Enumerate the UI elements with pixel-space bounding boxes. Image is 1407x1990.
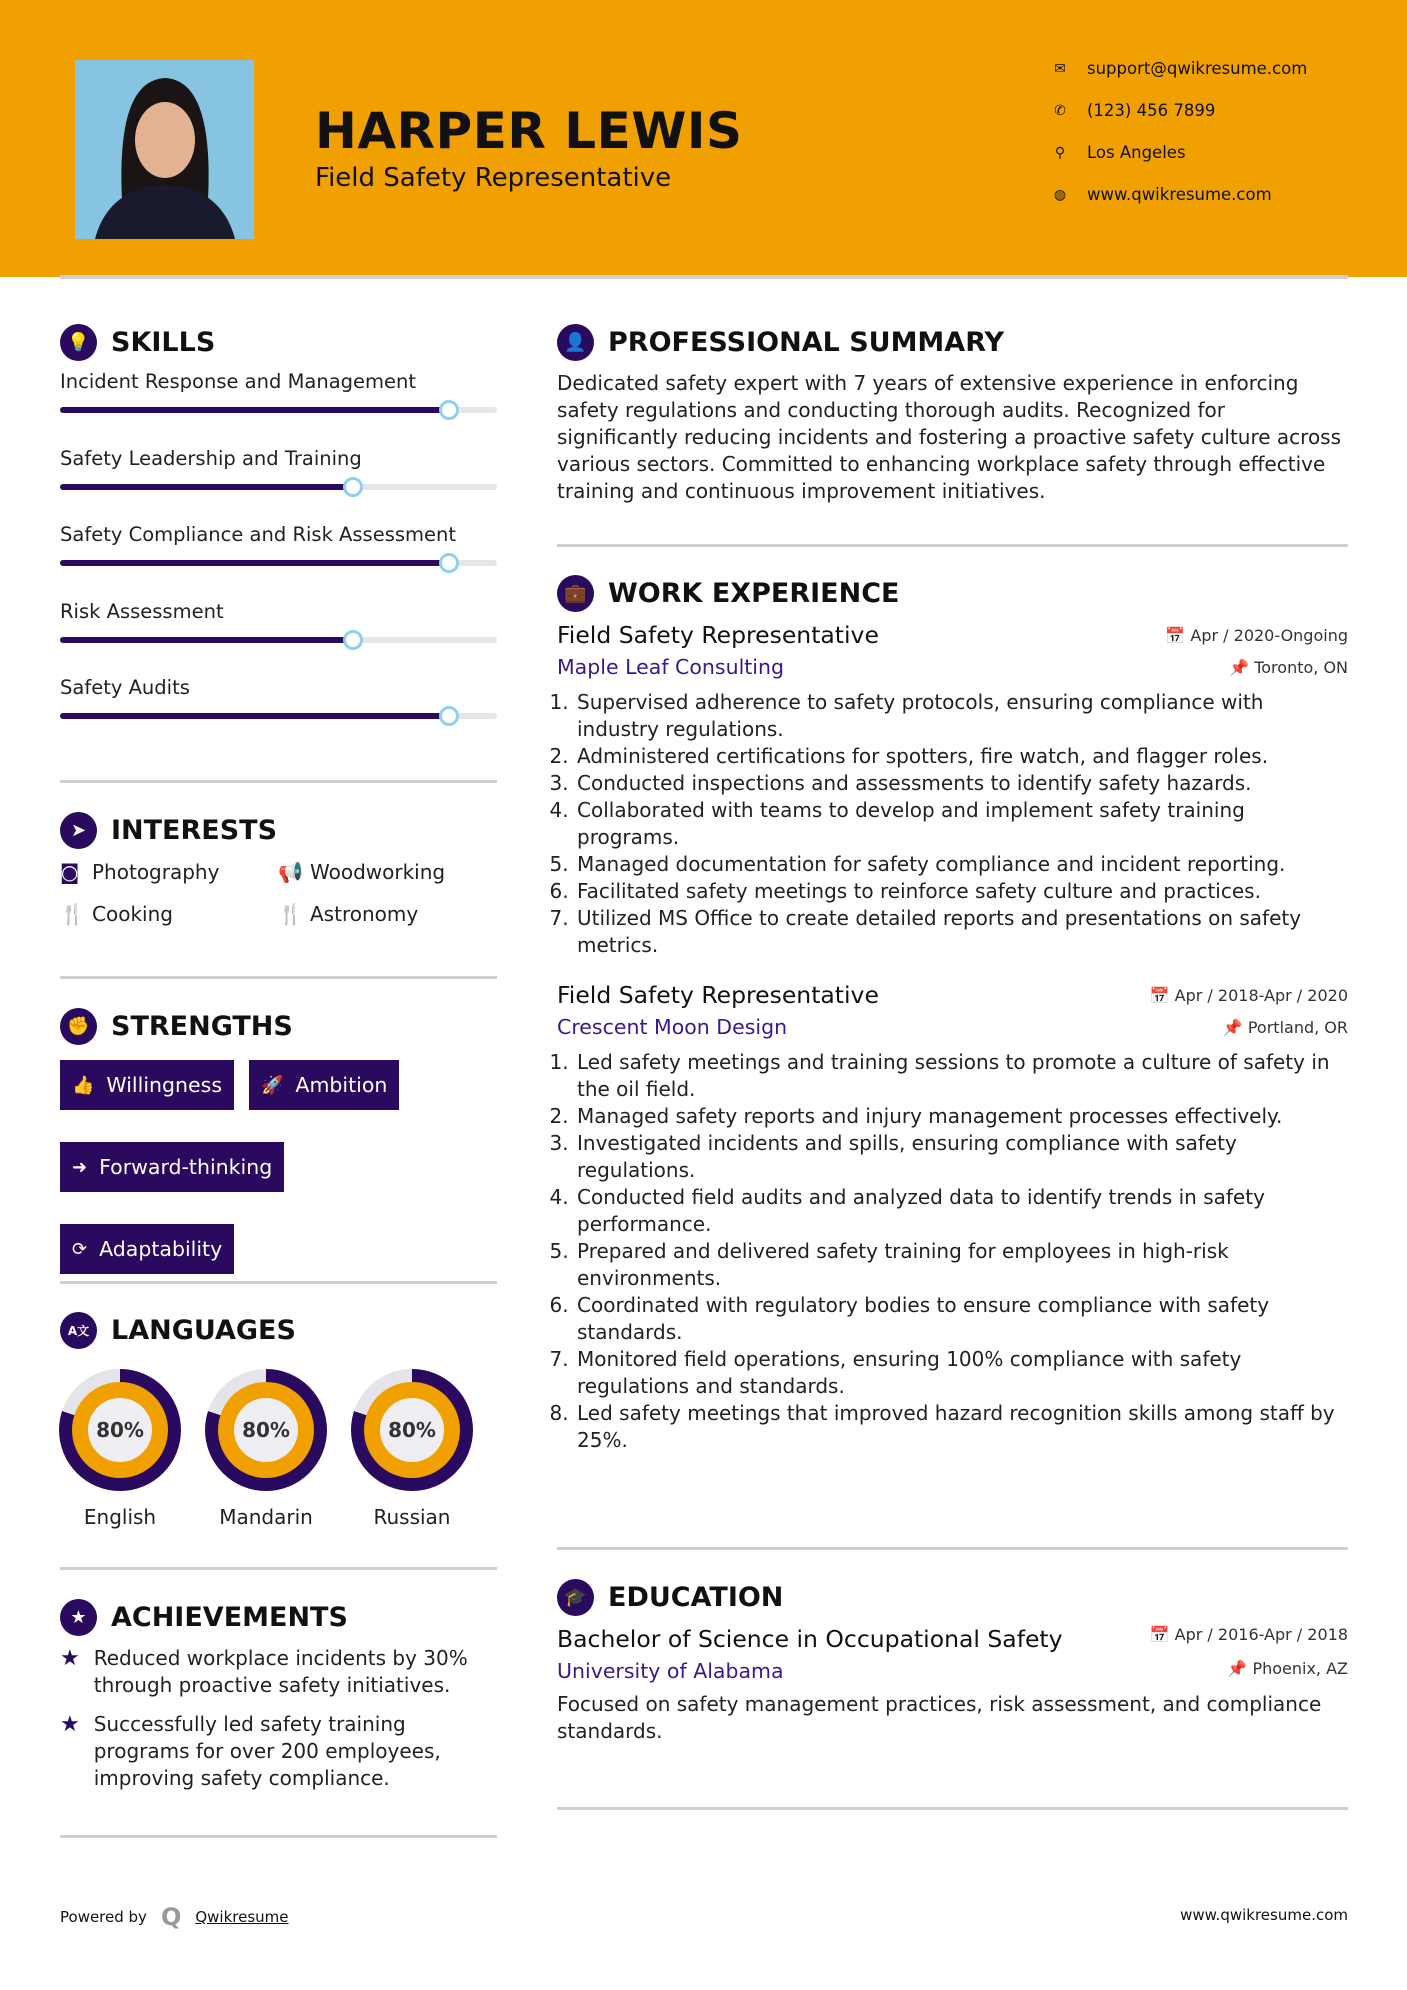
- job-subheader: [557, 655, 1348, 679]
- skill-level-handle: [439, 706, 459, 726]
- divider: [557, 1807, 1348, 1810]
- skill-level-handle: [343, 477, 363, 497]
- bullet-item: 5. Managed documentation for safety compliance and incident reporting.: [575, 851, 1348, 878]
- refresh-icon: ⟳: [72, 1238, 88, 1260]
- divider: [557, 1547, 1348, 1550]
- skill-bar-fill: [60, 484, 353, 490]
- skill-bar: [60, 407, 497, 413]
- skills-section: [60, 322, 497, 753]
- interest-item: [60, 860, 278, 884]
- job-date: [1165, 626, 1348, 645]
- skill-item: [60, 676, 497, 753]
- job-bullets: [557, 689, 1348, 959]
- qwikresume-link[interactable]: Qwikresume: [195, 1908, 289, 1926]
- donut-ring: [218, 1382, 314, 1478]
- skill-bar: [60, 713, 497, 719]
- strength-label: Adaptability: [99, 1237, 223, 1261]
- job-title: Field Safety Representative: [557, 981, 879, 1009]
- profile-photo: [75, 60, 254, 239]
- star-icon: ★: [60, 1712, 80, 1737]
- achievement-text: Reduced workplace incidents by 30% through proactive safety initiatives.: [93, 1646, 468, 1697]
- skill-item: [60, 523, 497, 600]
- location-text: Phoenix, AZ: [1252, 1659, 1348, 1678]
- company-name: Crescent Moon Design: [557, 1015, 788, 1039]
- language-label: Mandarin: [219, 1505, 313, 1529]
- languages-section: [60, 1310, 497, 1529]
- interest-item: [278, 902, 496, 926]
- skill-bar-fill: [60, 637, 353, 643]
- job-subheader: [557, 1015, 1348, 1039]
- school: University of Alabama: [557, 1659, 784, 1683]
- contact-item: [1053, 143, 1186, 162]
- calendar-icon: 📅: [1149, 985, 1175, 1005]
- star-badge-icon: ★: [60, 1599, 97, 1636]
- graduation-icon: 🎓: [557, 1579, 594, 1616]
- pin-icon: 📌: [1222, 1017, 1248, 1037]
- divider: [60, 780, 497, 783]
- contact-text: support@qwikresume.com: [1087, 59, 1308, 78]
- skill-label: Risk Assessment: [60, 599, 224, 623]
- company-name: Maple Leaf Consulting: [557, 655, 785, 679]
- language-donut: [205, 1369, 327, 1491]
- strength-label: Ambition: [295, 1073, 388, 1097]
- language-label: English: [83, 1505, 157, 1529]
- job-bullets: [557, 1049, 1348, 1454]
- strength-tag: [60, 1224, 234, 1274]
- footer-brand: [60, 1903, 289, 1931]
- bullet-item: 7. Utilized MS Office to create detailed reports and presentations on safety metrics.: [575, 905, 1348, 959]
- strength-tag: [60, 1142, 284, 1192]
- job-entry: [557, 621, 1348, 959]
- summary-section: [557, 322, 1348, 505]
- bullet-item: 4. Conducted field audits and analyzed data to identify trends in safety performance.: [575, 1184, 1348, 1238]
- interest-label: Woodworking: [310, 860, 446, 884]
- skill-level-handle: [343, 630, 363, 650]
- location-text: Toronto, ON: [1254, 657, 1348, 677]
- job-header: [557, 981, 1348, 1009]
- interest-label: Astronomy: [310, 902, 419, 926]
- date-text: Apr / 2016-Apr / 2018: [1174, 1625, 1348, 1644]
- job-header: [557, 621, 1348, 649]
- skill-label: Incident Response and Management: [60, 370, 417, 393]
- skill-bar-fill: [60, 713, 449, 719]
- bullet-item: 8. Led safety meetings that improved hazard recognition skills among staff by 25%.: [575, 1400, 1348, 1454]
- skill-item: [60, 600, 497, 677]
- divider: [60, 1567, 497, 1570]
- briefcase-icon: 💼: [557, 575, 594, 612]
- strength-label: Forward-thinking: [99, 1155, 273, 1179]
- donut-ring: [72, 1382, 168, 1478]
- megaphone-icon: 📢: [278, 860, 303, 884]
- thumbs-up-icon: 👍: [72, 1074, 95, 1096]
- qwikresume-logo-icon: Q: [160, 1903, 182, 1931]
- language-percent: 80%: [234, 1398, 298, 1462]
- job-date: [1150, 986, 1348, 1005]
- skill-bar: [60, 560, 497, 566]
- skill-label: Safety Leadership and Training: [60, 446, 362, 470]
- strength-label: Willingness: [106, 1073, 222, 1097]
- bullet-item: 3. Investigated incidents and spills, ensuring compliance with safety regulations.: [575, 1130, 1348, 1184]
- strengths-section: [60, 1006, 497, 1274]
- summary-text: Dedicated safety expert with 7 years of extensive experience in enforcing safety regulations and conducting thorough audits. Recognized for significantly reducing incidents and fostering a proactive safety culture across various sectors. Committed to enhancing workplace safety through effective training and continuous improvement initiatives.: [557, 371, 1342, 503]
- divider: [60, 1835, 497, 1838]
- paper-plane-icon: ➤: [60, 812, 97, 849]
- bullet-item: 1. Supervised adherence to safety protocols, ensuring compliance with industry regulations.: [575, 689, 1348, 743]
- achievement-text: Successfully led safety training programs for over 200 employees, improving safety compliance.: [93, 1712, 441, 1790]
- date-text: Apr / 2018-Apr / 2020: [1174, 985, 1348, 1005]
- skill-item: [60, 447, 497, 524]
- bullet-item: 3. Conducted inspections and assessments to identify safety hazards.: [575, 770, 1348, 797]
- header-divider: [60, 275, 1348, 279]
- language-label: Russian: [373, 1505, 451, 1529]
- strength-tag: [249, 1060, 399, 1110]
- interest-item: [278, 860, 496, 884]
- map-pin-icon: ⚲: [1054, 144, 1066, 161]
- skill-item: [60, 370, 497, 447]
- camera-icon: ◙: [60, 860, 80, 884]
- lightbulb-icon: 💡: [60, 324, 97, 361]
- language-donut: [59, 1369, 181, 1491]
- education-location: 📌 Phoenix, AZ: [1227, 1659, 1348, 1678]
- star-icon: ★: [60, 1646, 80, 1671]
- experience-section: [557, 573, 1348, 1454]
- education-date: 📅 Apr / 2016-Apr / 2018: [1149, 1625, 1348, 1644]
- candidate-title: Field Safety Representative: [315, 163, 672, 193]
- language-icon: A文: [60, 1312, 97, 1349]
- job-location: [1223, 1018, 1348, 1037]
- contact-item: [1053, 59, 1307, 78]
- skill-bar-fill: [60, 407, 449, 413]
- candidate-name: HARPER LEWIS: [315, 102, 743, 160]
- section-heading: SKILLS: [111, 326, 216, 358]
- contact-text: www.qwikresume.com: [1087, 185, 1272, 204]
- achievement-item: [60, 1711, 497, 1792]
- job-title: Field Safety Representative: [557, 621, 879, 649]
- language-donut: [351, 1369, 473, 1491]
- utensils-icon: 🍴: [278, 902, 303, 926]
- interest-label: Cooking: [92, 902, 173, 926]
- bullet-item: 6. Coordinated with regulatory bodies to ensure compliance with safety standards.: [575, 1292, 1348, 1346]
- contact-item: [1053, 101, 1215, 120]
- achievement-item: [60, 1645, 497, 1699]
- user-icon: 👤: [557, 324, 594, 361]
- globe-icon: ◍: [1053, 186, 1067, 203]
- interest-item: [60, 902, 278, 926]
- contact-text: Los Angeles: [1087, 143, 1186, 162]
- education-section: [557, 1577, 1348, 1745]
- divider: [60, 976, 497, 979]
- envelope-icon: ✉: [1054, 60, 1066, 77]
- section-heading: LANGUAGES: [111, 1314, 296, 1346]
- language-item: [205, 1369, 327, 1529]
- donut-ring: [364, 1382, 460, 1478]
- calendar-icon: 📅: [1165, 625, 1191, 645]
- fist-icon: ✊: [60, 1008, 97, 1045]
- job-location: [1229, 658, 1348, 677]
- divider: [60, 1281, 497, 1284]
- skill-bar-fill: [60, 560, 449, 566]
- language-percent: 80%: [380, 1398, 444, 1462]
- skill-bar: [60, 637, 497, 643]
- utensils-icon: 🍴: [60, 902, 85, 926]
- skill-label: Safety Audits: [60, 676, 190, 699]
- arrow-right-icon: ➜: [72, 1156, 88, 1178]
- bullet-item: 2. Administered certifications for spotters, fire watch, and flagger roles.: [575, 743, 1348, 770]
- achievements-section: [60, 1597, 497, 1804]
- language-item: [59, 1369, 181, 1529]
- powered-by-text: Powered by: [60, 1908, 147, 1926]
- skill-level-handle: [439, 400, 459, 420]
- section-heading: INTERESTS: [111, 814, 278, 846]
- language-percent: 80%: [88, 1398, 152, 1462]
- section-heading: STRENGTHS: [111, 1010, 293, 1042]
- pin-icon: 📌: [1229, 657, 1255, 677]
- language-item: [351, 1369, 473, 1529]
- job-entry: [557, 981, 1348, 1454]
- section-heading: EDUCATION: [608, 1581, 784, 1613]
- contact-item: [1053, 185, 1272, 204]
- skill-bar: [60, 484, 497, 490]
- skill-label: Safety Compliance and Risk Assessment: [60, 523, 457, 546]
- footer-website[interactable]: www.qwikresume.com: [1180, 1906, 1348, 1924]
- contact-text: (123) 456 7899: [1087, 101, 1216, 120]
- location-text: Portland, OR: [1247, 1017, 1348, 1037]
- interest-label: Photography: [92, 860, 220, 884]
- interests-section: [60, 810, 497, 926]
- phone-icon: ✆: [1054, 102, 1066, 119]
- section-heading: WORK EXPERIENCE: [608, 577, 900, 609]
- bullet-item: 7. Monitored field operations, ensuring 100% compliance with safety regulations and standards.: [575, 1346, 1348, 1400]
- bullet-item: 2. Managed safety reports and injury management processes effectively.: [575, 1103, 1348, 1130]
- bullet-item: 6. Facilitated safety meetings to reinforce safety culture and practices.: [575, 878, 1348, 905]
- strength-tag: [60, 1060, 234, 1110]
- bullet-item: 1. Led safety meetings and training sessions to promote a culture of safety in the oil field.: [575, 1049, 1348, 1103]
- section-heading: ACHIEVEMENTS: [111, 1601, 348, 1633]
- section-heading: PROFESSIONAL SUMMARY: [608, 326, 1005, 358]
- date-text: Apr / 2020-Ongoing: [1190, 625, 1348, 645]
- bullet-item: 5. Prepared and delivered safety training for employees in high-risk environments.: [575, 1238, 1348, 1292]
- bullet-item: 4. Collaborated with teams to develop and implement safety training programs.: [575, 797, 1348, 851]
- rocket-icon: 🚀: [261, 1074, 284, 1096]
- education-description: Focused on safety management practices, risk assessment, and compliance standards.: [557, 1692, 1322, 1743]
- degree: Bachelor of Science in Occupational Safety: [557, 1625, 1063, 1653]
- skill-level-handle: [439, 553, 459, 573]
- divider: [557, 544, 1348, 547]
